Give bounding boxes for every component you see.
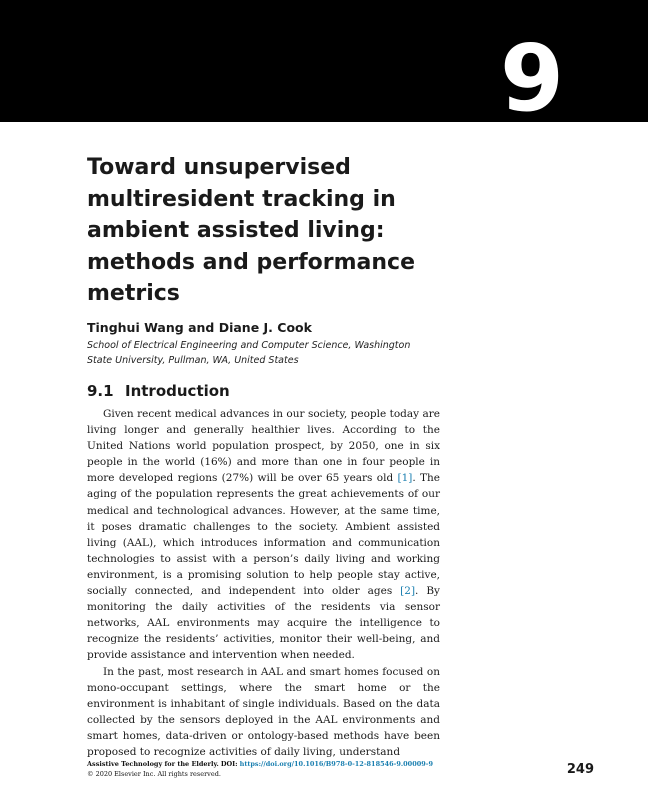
book-title: Assistive Technology for the Elderly. — [87, 760, 219, 768]
copyright: © 2020 Elsevier Inc. All rights reserved. — [87, 770, 221, 778]
paragraph: In the past, most research in AAL and smart homes focused on mono-occupant settings, where the smart home or the environment is inhabitant of single individuals. Based on the data collected by the sensors deployed in the AAL environments and smart homes, data-driven or ontology-based methods have been proposed to recognize activities of daily living, understand — [87, 665, 440, 758]
chapter-title: Toward unsupervised multiresident tracking in ambient assisted living: methods and performance metrics — [87, 155, 416, 306]
doi-link[interactable]: https://doi.org/10.1016/B978-0-12-818546-9.00009-9 — [239, 760, 433, 768]
doi-label: DOI: — [220, 760, 238, 768]
citation-link[interactable]: [1] — [397, 472, 413, 485]
paragraph — [87, 406, 440, 664]
footer-citation — [87, 759, 487, 769]
affiliation: School of Electrical Engineering and Computer Science, Washington State University, Pullman, WA, United States — [87, 340, 411, 366]
chapter-header-band — [0, 0, 648, 132]
section-number: 9.1 — [87, 382, 114, 400]
chapter-number: 9 — [499, 25, 562, 132]
body-text — [87, 406, 440, 760]
paragraph-text: Given recent medical advances in our society, people today are living longer and generally healthier lives. According to the United Nations world population prospect, by 2050, one in six people in the world (16%) and more than one in four people in more developed regions (27%) will be over 65 years old — [87, 408, 440, 485]
footer — [87, 759, 487, 779]
page-number: 249 — [566, 762, 594, 777]
citation-link[interactable]: [2] — [400, 585, 416, 598]
section-heading — [87, 381, 230, 401]
section-title: Introduction — [125, 382, 230, 400]
paragraph-text: . The aging of the population represents the great achievements of our medical and technological advances. However, at the same time, it poses dramatic challenges to the society. Ambient assisted living (AAL), which introduces information and communication technologies to assist with a person’s daily living and working environment, is a promising solution to help people stay active, socially connected, and independent into older ages — [87, 472, 440, 598]
paragraph-text: . By monitoring the daily activities of the residents via sensor networks, AAL environments may acquire the intelligence to recognize the residents’ activities, monitor their well-being, and provide assistance and intervention when needed. — [87, 585, 440, 662]
authors: Tinghui Wang and Diane J. Cook — [87, 320, 312, 335]
